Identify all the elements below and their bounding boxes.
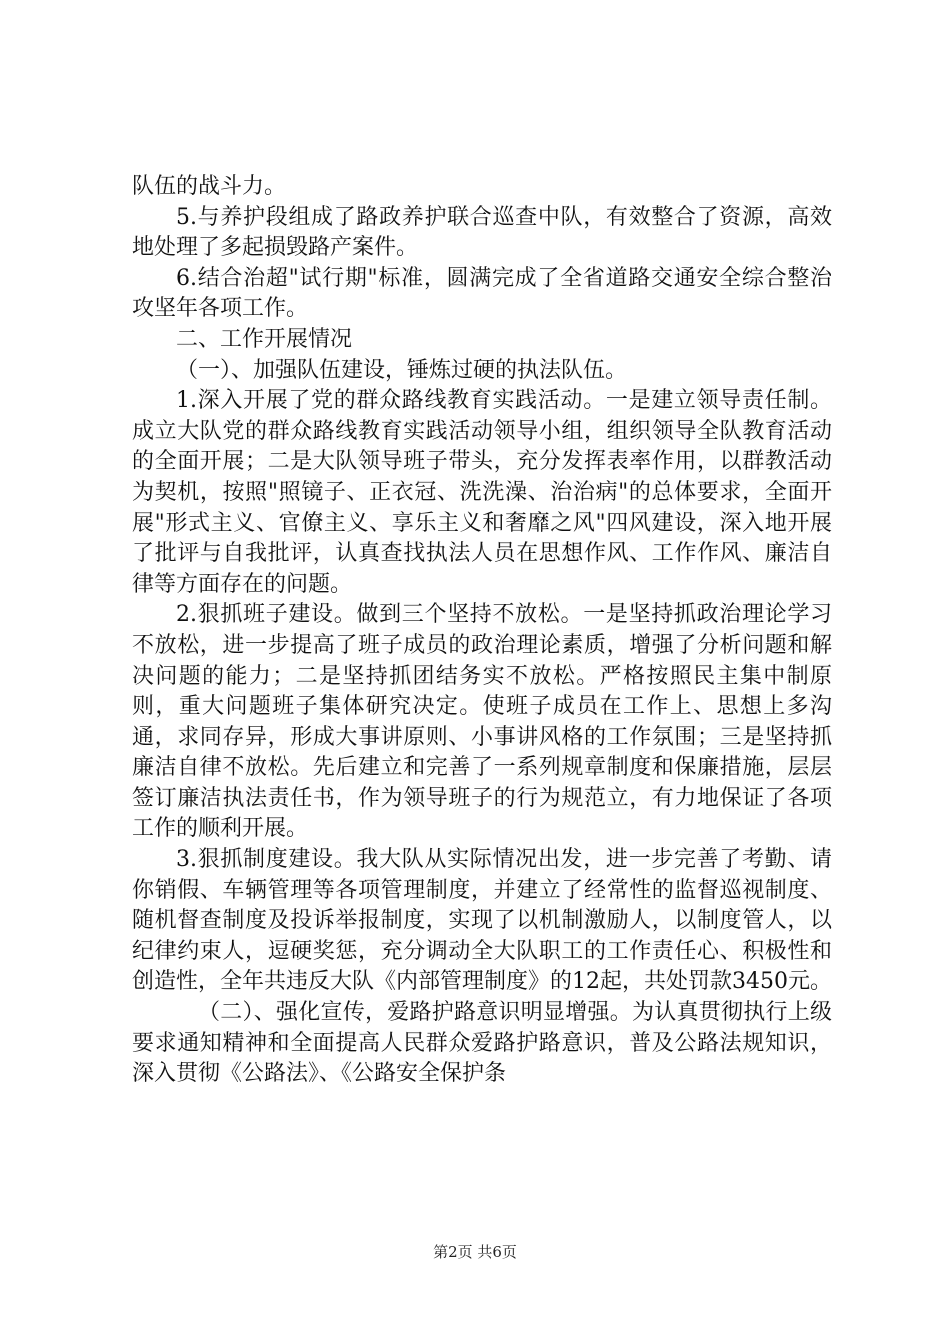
- paragraph-continuation: 队伍的战斗力。: [132, 174, 287, 199]
- subsection-heading-1: （一）、加强队伍建设，锤炼过硬的执法队伍。: [176, 357, 628, 383]
- document-body: [132, 172, 832, 1090]
- paragraph-item-1: 1.深入开展了党的群众路线教育实践活动。一是建立领导责任制。成立大队党的群众路线教育实践活动领导小组，组织领导全队教育活动的全面开展；二是大队领导班子带头，充分发挥表率作用，以群教活动为契机，按照"照镜子、正衣冠、洗洗澡、治治病"的总体要求，全面开展"形式主义、官僚主义、享乐主义和奢靡之风"四风建设，深入地开展了批评与自我批评，认真查找执法人员在思想作风、工作作风、廉洁自律等方面存在的问题。: [132, 388, 832, 597]
- paragraph-item-3: 3.狠抓制度建设。我大队从实际情况出发，进一步完善了考勤、请你销假、车辆管理等各项管理制度，并建立了经常性的监督巡视制度、随机督查制度及投诉举报制度，实现了以机制激励人，以制度管人，以纪律约束人，逗硬奖惩，充分调动全大队职工的工作责任心、积极性和创造性，全年共违反大队《内部管理制度》的12起，共处罚款3450元。: [132, 847, 832, 995]
- page-number-footer: 第2页 共6页: [433, 1243, 517, 1261]
- paragraph-item-6: 6.结合治超"试行期"标准，圆满完成了全省道路交通安全综合整治攻坚年各项工作。: [132, 265, 832, 322]
- paragraph-item-2: 2.狠抓班子建设。做到三个坚持不放松。一是坚持抓政治理论学习不放松，进一步提高了班子成员的政治理论素质，增强了分析问题和解决问题的能力；二是坚持抓团结务实不放松。严格按照民主集中制原则，重大问题班子集体研究决定。使班子成员在工作上、思想上多沟通，求同存异，形成大事讲原则、小事讲风格的工作氛围；三是坚持抓廉洁自律不放松。先后建立和完善了一系列规章制度和保廉措施，层层签订廉洁执法责任书，作为领导班子的行为规范立，有力地保证了各项工作的顺利开展。: [132, 602, 832, 842]
- section-heading-2: 二、工作开展情况: [176, 326, 353, 352]
- subsection-heading-2: （二）、强化宣传，爱路护路意识明显增强。为认真贯彻执行上级要求通知精神和全面提高人民群众爱路护路意识，普及公路法规知识，深入贯彻《公路法》、《公路安全保护条: [132, 1000, 832, 1087]
- paragraph-item-5: 5.与养护段组成了路政养护联合巡查中队，有效整合了资源，高效地处理了多起损毁路产案件。: [132, 204, 832, 261]
